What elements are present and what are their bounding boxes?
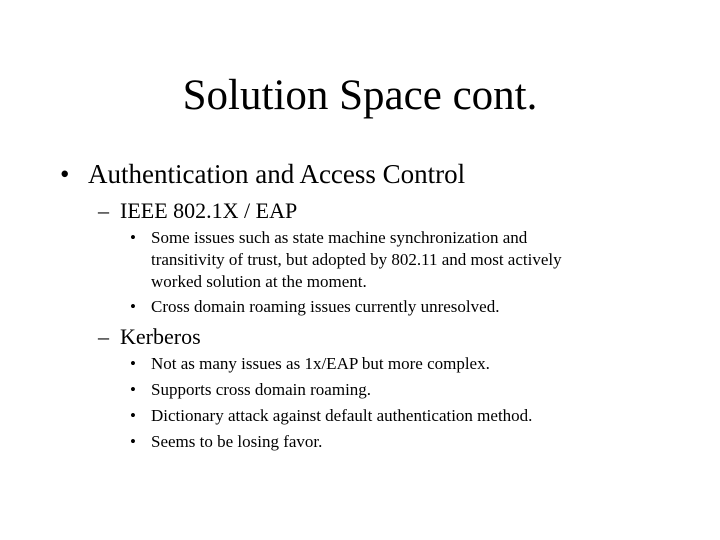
item-text: Seems to be losing favor. [151, 432, 323, 451]
item-losing-favor [130, 431, 690, 453]
subbullet-text: Kerberos [120, 324, 201, 349]
bullet-marker: • [60, 159, 70, 189]
bullet-marker: • [130, 380, 136, 399]
slide-title: Solution Space cont. [182, 72, 538, 119]
bullet-authentication [60, 158, 680, 190]
item-text: Dictionary attack against default authentication method. [151, 406, 533, 425]
item-text: Cross domain roaming issues currently unresolved. [151, 297, 500, 316]
bullet-marker: • [130, 406, 136, 425]
item-text-line-1: Some issues such as state machine synchronization and [151, 228, 528, 247]
bullet-text: Authentication and Access Control [88, 159, 466, 189]
bullet-marker: • [130, 432, 136, 451]
subbullet-text: IEEE 802.1X / EAP [120, 198, 298, 223]
bullet-marker: • [130, 228, 136, 247]
dash-marker: – [98, 198, 109, 223]
item-text-line-2: transitivity of trust, but adopted by 802.11 and most actively [151, 250, 562, 269]
item-not-as-many [130, 353, 690, 375]
subbullet-kerberos [98, 324, 678, 350]
item-supports-roaming [130, 379, 690, 401]
item-dictionary-attack [130, 405, 690, 427]
item-state-machine [130, 227, 690, 293]
bullet-marker: • [130, 354, 136, 373]
item-text: Not as many issues as 1x/EAP but more complex. [151, 354, 490, 373]
subbullet-ieee [98, 198, 678, 224]
item-text: Supports cross domain roaming. [151, 380, 372, 399]
dash-marker: – [98, 324, 109, 349]
item-text-line-3: worked solution at the moment. [151, 272, 367, 291]
item-cross-domain [130, 296, 690, 318]
bullet-marker: • [130, 297, 136, 316]
